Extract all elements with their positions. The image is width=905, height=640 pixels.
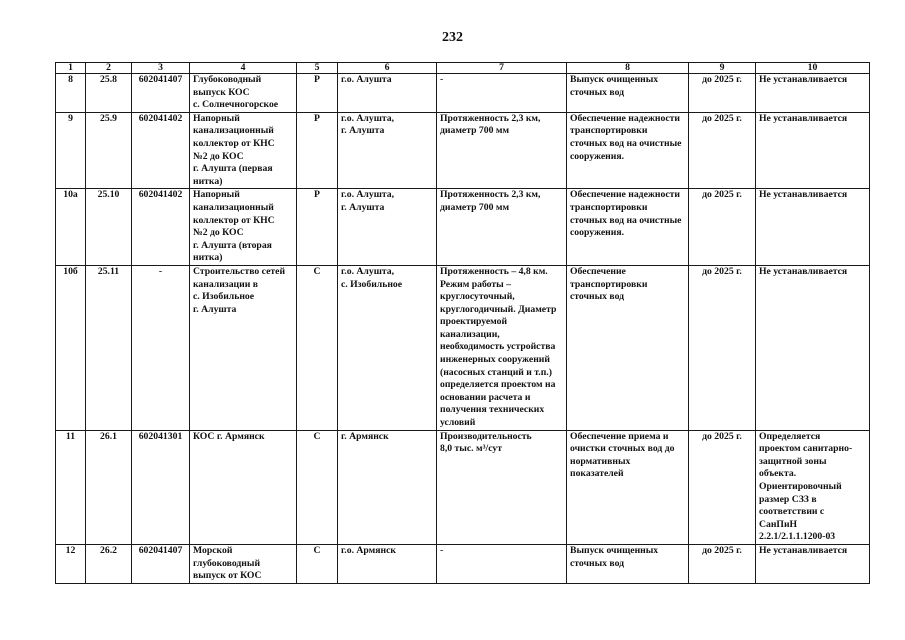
object-type: Р <box>297 112 338 189</box>
implementation-deadline: до 2025 г. <box>689 112 756 189</box>
item-number: 26.2 <box>86 544 132 583</box>
column-number: 2 <box>86 63 132 74</box>
row-number: 8 <box>56 74 86 113</box>
table-row <box>56 430 870 544</box>
protection-zone: Не устанавливается <box>756 189 870 266</box>
protection-zone: Не устанавливается <box>756 74 870 113</box>
protection-zone: Не устанавливается <box>756 544 870 583</box>
implementation-deadline: до 2025 г. <box>689 265 756 430</box>
object-parameters: - <box>437 544 567 583</box>
object-code: 602041402 <box>132 112 190 189</box>
row-number: 10а <box>56 189 86 266</box>
column-number: 9 <box>689 63 756 74</box>
column-number: 4 <box>190 63 297 74</box>
object-code: - <box>132 265 190 430</box>
column-number: 6 <box>338 63 437 74</box>
item-number: 26.1 <box>86 430 132 544</box>
object-location: г.о. Армянск <box>338 544 437 583</box>
item-number: 25.11 <box>86 265 132 430</box>
table-row <box>56 74 870 113</box>
row-number: 12 <box>56 544 86 583</box>
object-location: г.о. Алушта, г. Алушта <box>338 112 437 189</box>
item-number: 25.9 <box>86 112 132 189</box>
table-row <box>56 265 870 430</box>
object-name: Строительство сетей канализации в с. Изобильное г. Алушта <box>190 265 297 430</box>
protection-zone: Не устанавливается <box>756 112 870 189</box>
implementation-deadline: до 2025 г. <box>689 189 756 266</box>
object-purpose: Выпуск очищенных сточных вод <box>567 544 689 583</box>
object-code: 602041407 <box>132 544 190 583</box>
row-number: 9 <box>56 112 86 189</box>
implementation-deadline: до 2025 г. <box>689 544 756 583</box>
column-number: 8 <box>567 63 689 74</box>
implementation-deadline: до 2025 г. <box>689 430 756 544</box>
page-number: 232 <box>442 30 463 45</box>
column-number: 7 <box>437 63 567 74</box>
row-number: 10б <box>56 265 86 430</box>
object-location: г.о. Алушта, с. Изобильное <box>338 265 437 430</box>
object-location: г.о. Алушта <box>338 74 437 113</box>
object-location: г.о. Алушта, г. Алушта <box>338 189 437 266</box>
object-name: Глубоководный выпуск КОС с. Солнечногорское <box>190 74 297 113</box>
protection-zone: Не устанавливается <box>756 265 870 430</box>
protection-zone: Определяется проектом санитарно- защитной зоны объекта. Ориентировочный размер СЗЗ в соответствии с СанПиН 2.2.1/2.1.1.1200-03 <box>756 430 870 544</box>
item-number: 25.10 <box>86 189 132 266</box>
object-type: С <box>297 430 338 544</box>
object-purpose: Обеспечение надежности транспортировки сточных вод на очистные сооружения. <box>567 189 689 266</box>
object-type: С <box>297 544 338 583</box>
object-parameters: Протяженность – 4,8 км. Режим работы – круглосуточный, круглогодичный. Диаметр проектируемой канализации, необходимость устройства инженерных сооружений (насосных станций и т.п.) определяется проектом на основании расчета и получения технических условий <box>437 265 567 430</box>
column-number: 1 <box>56 63 86 74</box>
object-name: КОС г. Армянск <box>190 430 297 544</box>
table-row <box>56 189 870 266</box>
column-number-row <box>56 63 870 74</box>
row-number: 11 <box>56 430 86 544</box>
object-purpose: Обеспечение надежности транспортировки сточных вод на очистные сооружения. <box>567 112 689 189</box>
object-parameters: Протяженность 2,3 км, диаметр 700 мм <box>437 189 567 266</box>
object-purpose: Обеспечение транспортировки сточных вод <box>567 265 689 430</box>
object-code: 602041402 <box>132 189 190 266</box>
column-number: 5 <box>297 63 338 74</box>
object-name: Морской глубоководный выпуск от КОС <box>190 544 297 583</box>
object-type: Р <box>297 189 338 266</box>
object-code: 602041407 <box>132 74 190 113</box>
object-parameters: - <box>437 74 567 113</box>
implementation-deadline: до 2025 г. <box>689 74 756 113</box>
column-number: 10 <box>756 63 870 74</box>
object-type: Р <box>297 74 338 113</box>
object-purpose: Обеспечение приема и очистки сточных вод до нормативных показателей <box>567 430 689 544</box>
object-location: г. Армянск <box>338 430 437 544</box>
item-number: 25.8 <box>86 74 132 113</box>
object-parameters: Протяженность 2,3 км, диаметр 700 мм <box>437 112 567 189</box>
object-name: Напорный канализационный коллектор от КНС №2 до КОС г. Алушта (вторая нитка) <box>190 189 297 266</box>
object-type: С <box>297 265 338 430</box>
infrastructure-table <box>55 62 870 584</box>
object-code: 602041301 <box>132 430 190 544</box>
table-row <box>56 544 870 583</box>
column-number: 3 <box>132 63 190 74</box>
object-purpose: Выпуск очищенных сточных вод <box>567 74 689 113</box>
object-name: Напорный канализационный коллектор от КНС №2 до КОС г. Алушта (первая нитка) <box>190 112 297 189</box>
table-row <box>56 112 870 189</box>
object-parameters: Производительность 8,0 тыс. м³/сут <box>437 430 567 544</box>
